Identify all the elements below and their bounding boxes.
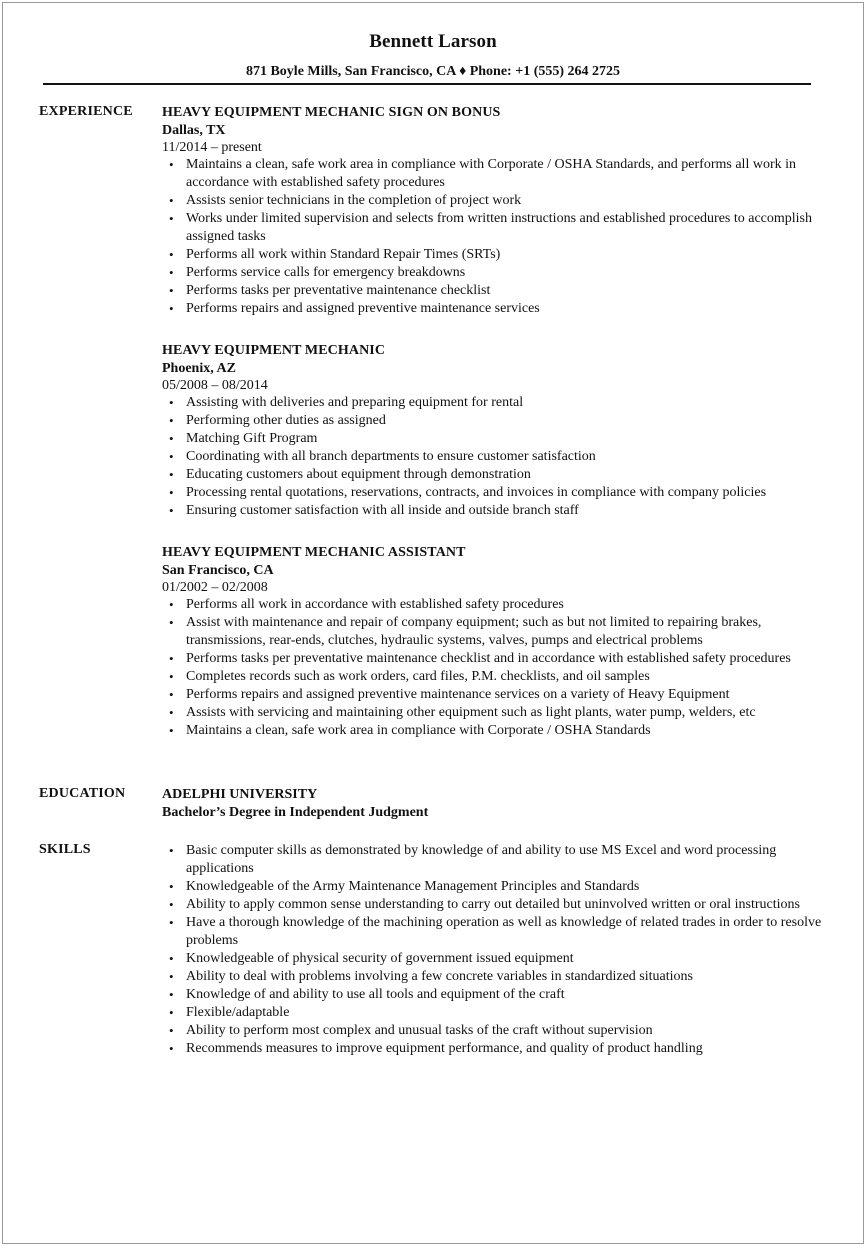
list-item: • Flexible/adaptable xyxy=(162,1004,822,1022)
job-entry xyxy=(162,544,822,740)
list-item: • Knowledgeable of the Army Maintenance Management Principles and Standards xyxy=(162,878,822,896)
list-item: • Works under limited supervision and selects from written instructions and established procedures to accomplish assigned tasks xyxy=(162,210,822,246)
list-item: • Processing rental quotations, reservations, contracts, and invoices in compliance with company policies xyxy=(162,484,822,502)
section-label-education: EDUCATION xyxy=(39,786,126,801)
list-item: • Performs repairs and assigned preventive maintenance services on a variety of Heavy Equipment xyxy=(162,686,822,704)
job-bullets xyxy=(162,394,822,520)
list-item: • Performs all work within Standard Repair Times (SRTs) xyxy=(162,246,822,264)
list-item: • Matching Gift Program xyxy=(162,430,822,448)
section-label-skills: SKILLS xyxy=(39,842,91,857)
job-title: HEAVY EQUIPMENT MECHANIC xyxy=(162,343,386,358)
list-item: • Ability to perform most complex and unusual tasks of the craft without supervision xyxy=(162,1022,822,1040)
job-dates: 05/2008 – 08/2014 xyxy=(162,378,268,393)
skills-list xyxy=(162,842,822,1058)
list-item: • Recommends measures to improve equipment performance, and quality of product handling xyxy=(162,1040,822,1058)
job-title: HEAVY EQUIPMENT MECHANIC ASSISTANT xyxy=(162,545,466,560)
job-entry xyxy=(162,342,822,520)
list-item: • Ability to apply common sense understanding to carry out detailed but uninvolved written or oral instructions xyxy=(162,896,822,914)
list-item: • Performs service calls for emergency breakdowns xyxy=(162,264,822,282)
list-item: • Performs tasks per preventative maintenance checklist and in accordance with established safety procedures xyxy=(162,650,822,668)
list-item: • Assist with maintenance and repair of company equipment; such as but not limited to repairing brakes, transmissions, rear-ends, clutches, hydraulic systems, valves, pumps and electrical problems xyxy=(162,614,822,650)
list-item: • Maintains a clean, safe work area in compliance with Corporate / OSHA Standards xyxy=(162,722,822,740)
list-item: • Knowledge of and ability to use all tools and equipment of the craft xyxy=(162,986,822,1004)
section-label-experience: EXPERIENCE xyxy=(39,104,133,119)
header-divider xyxy=(43,83,811,85)
list-item: • Performs tasks per preventative maintenance checklist xyxy=(162,282,822,300)
list-item: • Performing other duties as assigned xyxy=(162,412,822,430)
education-entry xyxy=(162,786,822,822)
job-bullets xyxy=(162,596,822,740)
job-dates: 01/2002 – 02/2008 xyxy=(162,580,268,595)
list-item: • Ability to deal with problems involving a few concrete variables in standardized situations xyxy=(162,968,822,986)
list-item: • Educating customers about equipment through demonstration xyxy=(162,466,822,484)
job-location: Dallas, TX xyxy=(162,123,226,138)
job-location: San Francisco, CA xyxy=(162,563,274,578)
resume-page xyxy=(2,2,864,1244)
job-bullets xyxy=(162,156,822,318)
list-item: • Completes records such as work orders, card files, P.M. checklists, and oil samples xyxy=(162,668,822,686)
list-item: • Assisting with deliveries and preparing equipment for rental xyxy=(162,394,822,412)
list-item: • Coordinating with all branch departments to ensure customer satisfaction xyxy=(162,448,822,466)
education-degree: Bachelor’s Degree in Independent Judgment xyxy=(162,805,429,820)
list-item: • Ensuring customer satisfaction with all inside and outside branch staff xyxy=(162,502,822,520)
job-location: Phoenix, AZ xyxy=(162,361,236,376)
job-dates: 11/2014 – present xyxy=(162,140,262,155)
candidate-name: Bennett Larson xyxy=(369,31,497,52)
list-item: • Maintains a clean, safe work area in compliance with Corporate / OSHA Standards, and performs all work in accordance with established safety procedures xyxy=(162,156,822,192)
list-item: • Basic computer skills as demonstrated by knowledge of and ability to use MS Excel and word processing applications xyxy=(162,842,822,878)
list-item: • Knowledgeable of physical security of government issued equipment xyxy=(162,950,822,968)
contact-line: 871 Boyle Mills, San Francisco, CA ♦ Phone: +1 (555) 264 2725 xyxy=(245,64,621,79)
list-item: • Assists with servicing and maintaining other equipment such as light plants, water pump, welders, etc xyxy=(162,704,822,722)
job-title: HEAVY EQUIPMENT MECHANIC SIGN ON BONUS xyxy=(162,105,501,120)
job-entry xyxy=(162,104,822,318)
list-item: • Have a thorough knowledge of the machining operation as well as knowledge of related trades in order to resolve problems xyxy=(162,914,822,950)
list-item: • Performs repairs and assigned preventive maintenance services xyxy=(162,300,822,318)
skills-list-container xyxy=(162,842,822,1058)
list-item: • Assists senior technicians in the completion of project work xyxy=(162,192,822,210)
education-school: ADELPHI UNIVERSITY xyxy=(162,787,318,802)
list-item: • Performs all work in accordance with established safety procedures xyxy=(162,596,822,614)
